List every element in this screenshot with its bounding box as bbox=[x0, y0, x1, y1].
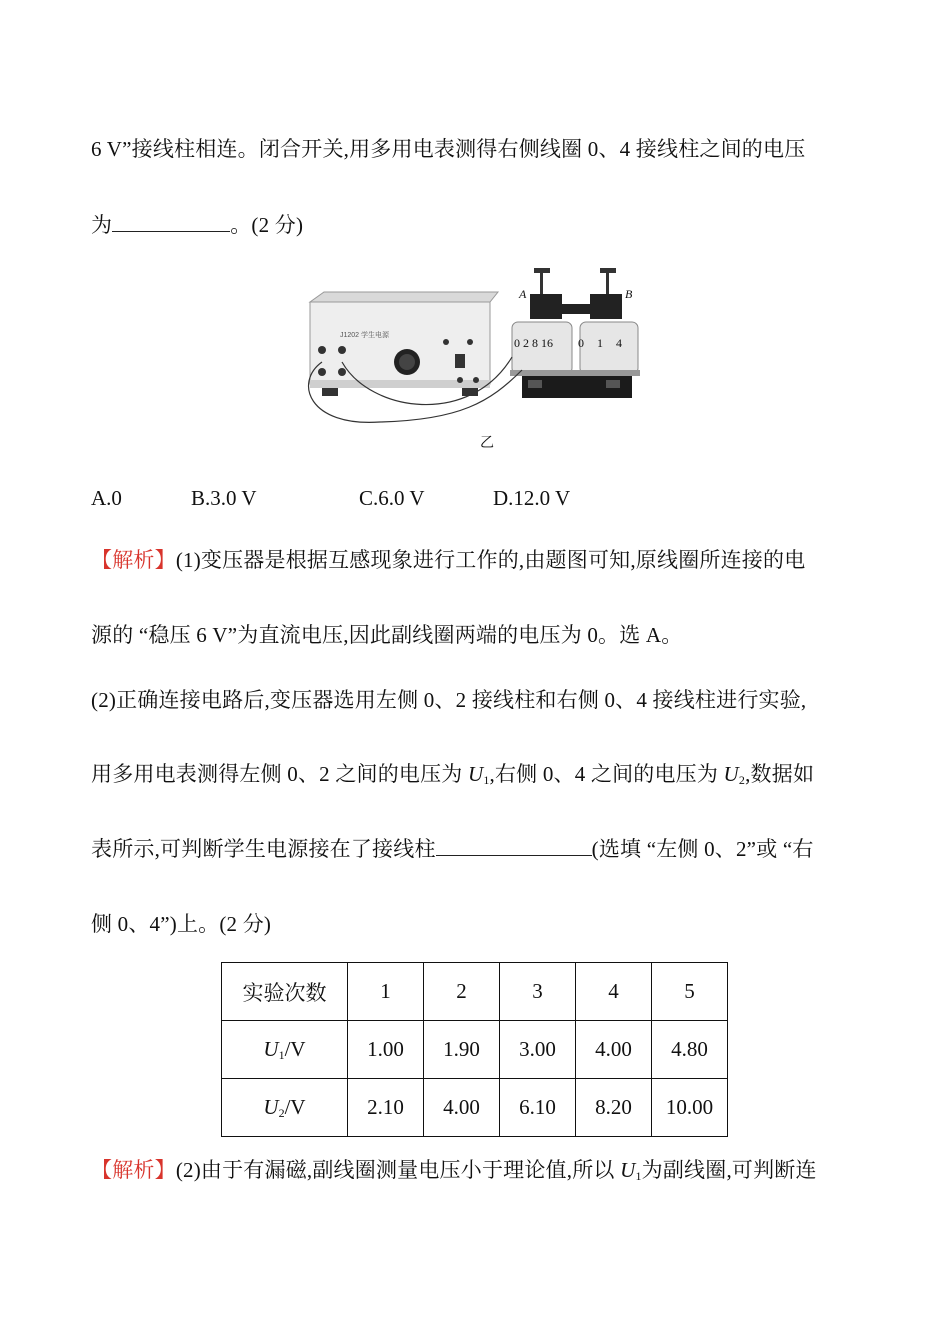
subscript: 2 bbox=[738, 773, 746, 787]
question-2-line-4: 侧 0、4”)上。(2 分) bbox=[91, 912, 272, 936]
answer-blank-2[interactable] bbox=[436, 835, 592, 856]
symbol-u: U bbox=[263, 1094, 279, 1119]
text-segment: (选填 “左侧 0、2”或 “右 bbox=[591, 837, 814, 861]
subscript: 1 bbox=[278, 1047, 285, 1062]
table-cell: 4.00 bbox=[424, 1079, 500, 1137]
table-cell: 4.00 bbox=[576, 1021, 652, 1079]
transformer bbox=[510, 268, 640, 398]
text-segment: ,右侧 0、4 之间的电压为 bbox=[489, 762, 724, 786]
subscript: 2 bbox=[278, 1105, 285, 1120]
symbol-u: U bbox=[263, 1036, 279, 1061]
table-row-label bbox=[222, 1021, 348, 1079]
transformer-experiment-figure bbox=[300, 262, 660, 432]
analysis-1-line-1 bbox=[91, 545, 805, 575]
text-segment: 表所示,可判断学生电源接在了接线柱 bbox=[91, 837, 436, 861]
text-segment: (1)变压器是根据互感现象进行工作的,由题图可知,原线圈所连接的电 bbox=[175, 548, 806, 572]
right-coil-terminals: 0 1 4 bbox=[578, 336, 622, 350]
subscript: 1 bbox=[483, 773, 490, 787]
table-cell: 6.10 bbox=[500, 1079, 576, 1137]
psu-label: J1202 学生电源 bbox=[340, 332, 390, 339]
analysis-2-line-1 bbox=[91, 1155, 817, 1191]
choice-a[interactable]: A.0 bbox=[91, 486, 122, 510]
analysis-tag: 【解析】 bbox=[91, 548, 176, 572]
unit: /V bbox=[284, 1094, 306, 1119]
question-2-line-3 bbox=[91, 834, 814, 864]
table-cell: 8.20 bbox=[576, 1079, 652, 1137]
text-segment: 为 bbox=[91, 213, 113, 237]
choice-c[interactable]: C.6.0 V bbox=[359, 486, 425, 510]
coil-label-a: A bbox=[519, 287, 527, 301]
text-segment: 为副线圈,可判断连 bbox=[641, 1158, 817, 1182]
table-cell: 2.10 bbox=[348, 1079, 424, 1137]
table-header-row bbox=[222, 963, 728, 1021]
text-segment: 。(2 分) bbox=[230, 213, 304, 237]
table-row bbox=[222, 1079, 728, 1137]
symbol-u: U bbox=[620, 1158, 636, 1182]
symbol-u: U bbox=[467, 762, 484, 786]
table-cell: 1 bbox=[348, 963, 424, 1021]
table-cell: 10.00 bbox=[652, 1079, 728, 1137]
left-coil-terminals: 0 2 8 16 bbox=[514, 336, 553, 350]
question-2-line-1: (2)正确连接电路后,变压器选用左侧 0、2 接线柱和右侧 0、4 接线柱进行实验, bbox=[91, 688, 807, 712]
table-cell: 5 bbox=[652, 963, 728, 1021]
table-cell: 1.90 bbox=[424, 1021, 500, 1079]
student-power-supply bbox=[310, 292, 498, 396]
coil-label-b: B bbox=[625, 287, 633, 301]
text-segment: 用多用电表测得左侧 0、2 之间的电压为 bbox=[91, 762, 468, 786]
figure-caption: 乙 bbox=[480, 436, 494, 451]
unit: /V bbox=[284, 1036, 306, 1061]
question-text-line-1: 6 V”接线柱相连。闭合开关,用多用电表测得右侧线圈 0、4 接线柱之间的电压 bbox=[91, 137, 806, 161]
table-cell: 4.80 bbox=[652, 1021, 728, 1079]
table-cell: 3 bbox=[500, 963, 576, 1021]
table-cell: 实验次数 bbox=[222, 963, 348, 1021]
data-table bbox=[221, 962, 728, 1137]
question-2-line-2 bbox=[91, 759, 814, 795]
table-row bbox=[222, 1021, 728, 1079]
table-cell: 2 bbox=[424, 963, 500, 1021]
symbol-u: U bbox=[723, 762, 739, 786]
subscript: 1 bbox=[635, 1169, 642, 1183]
table-cell: 4 bbox=[576, 963, 652, 1021]
choice-d[interactable]: D.12.0 V bbox=[493, 486, 571, 510]
text-segment: ,数据如 bbox=[745, 762, 815, 786]
text-segment: (2)由于有漏磁,副线圈测量电压小于理论值,所以 bbox=[175, 1158, 621, 1182]
table-cell: 3.00 bbox=[500, 1021, 576, 1079]
analysis-tag: 【解析】 bbox=[91, 1158, 176, 1182]
answer-blank-1[interactable] bbox=[112, 211, 230, 232]
analysis-1-line-2: 源的 “稳压 6 V”为直流电压,因此副线圈两端的电压为 0。选 A。 bbox=[91, 623, 683, 647]
table-row-label bbox=[222, 1079, 348, 1137]
choice-b[interactable]: B.3.0 V bbox=[191, 486, 257, 510]
question-text-line-2 bbox=[91, 210, 303, 240]
table-cell: 1.00 bbox=[348, 1021, 424, 1079]
